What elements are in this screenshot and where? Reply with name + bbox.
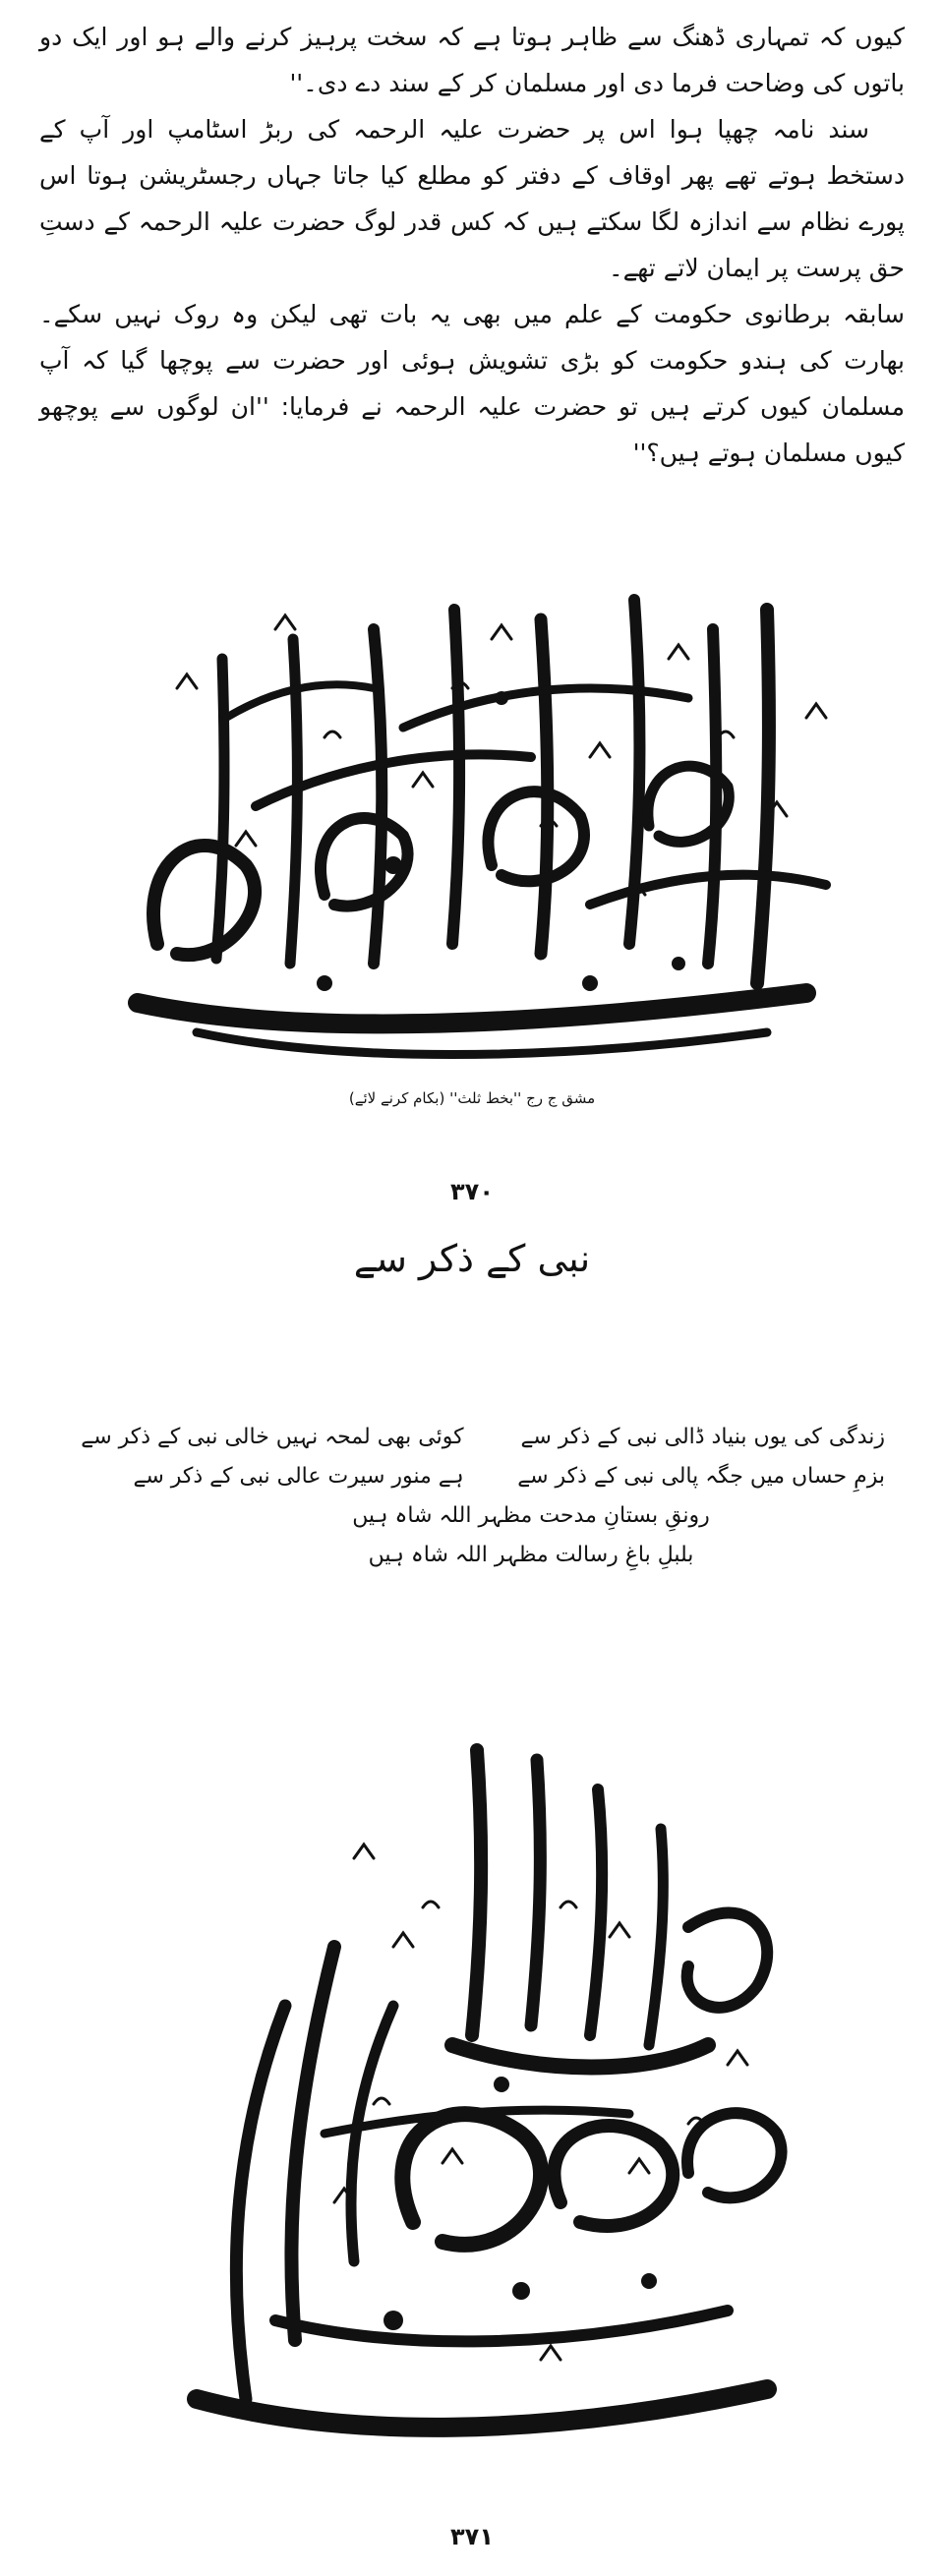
calligraphy-panel-2 (0, 1711, 944, 2488)
prose-paragraph-2: سند نامہ چھپا ہوا اس پر حضرت علیہ الرحمہ کی ربڑ اسٹامپ اور آپ کے دستخط ہوتے تھے پھر اوقاف کے دفتر کو مطلع کیا جاتا جہاں رجسٹریشن ہوتا اس پورے نظام سے اندازہ لگا سکتے ہیں کہ کس قدر لوگ حضرت علیہ الرحمہ کے دستِ حق پرست پر ایمان لاتے تھے۔ (39, 115, 905, 282)
poem-line-right: بزمِ حساں میں جگہ پالی نبی کے ذکر سے (517, 1464, 885, 1489)
page-number: ۳۷۱ (450, 2523, 494, 2550)
prose-paragraph-1: کیوں کہ تمہاری ڈھنگ سے ظاہر ہوتا ہے کہ سخت پرہیز کرنے والے ہو اور ایک دو باتوں کی وضاحت فرما دی اور مسلمان کر کے سند دے دی۔'' (39, 23, 905, 97)
prose-block (39, 14, 905, 476)
poem-closing-line: رونقِ بستانِ مدحت مظہر اللہ شاہ ہیں (352, 1503, 710, 1528)
arabic-calligraphy-composition-icon (79, 570, 865, 1082)
poem-title: نبی کے ذکر سے (353, 1237, 591, 1280)
poem-couplet (59, 1418, 885, 1457)
poem-line-left: کوئی بھی لمحہ نہیں خالی نبی کے ذکر سے (81, 1425, 464, 1449)
calligraphy-panel-1 (0, 570, 944, 1082)
page-number: ۳۷۰ (450, 1178, 494, 1205)
poem-line-right: زندگی کی یوں بنیاد ڈالی نبی کے ذکر سے (520, 1425, 885, 1449)
poem-closing-line: بلبلِ باغِ رسالت مظہر اللہ شاہ ہیں (368, 1543, 694, 1567)
poem-couplet (59, 1457, 885, 1496)
prose-paragraph-3: سابقہ برطانوی حکومت کے علم میں بھی یہ بات تھی لیکن وہ روک نہیں سکے۔ بھارت کی ہندو حکومت کو بڑی تشویش ہوئی اور حضرت سے پوچھا گیا کہ آپ مسلمان کیوں کرتے ہیں تو حضرت علیہ الرحمہ نے فرمایا: ''ان لوگوں سے پوچھو کیوں مسلمان ہوتے ہیں؟'' (39, 300, 905, 467)
calligraphy-credit: مشق ج رج ''بخط ثلث'' (بکام کرنے لائے) (348, 1089, 596, 1107)
arabic-calligraphy-roundel-icon (98, 1711, 846, 2488)
poem-block (59, 1418, 885, 1575)
poem-line-left: ہے منور سیرت عالی نبی کے ذکر سے (133, 1464, 464, 1489)
